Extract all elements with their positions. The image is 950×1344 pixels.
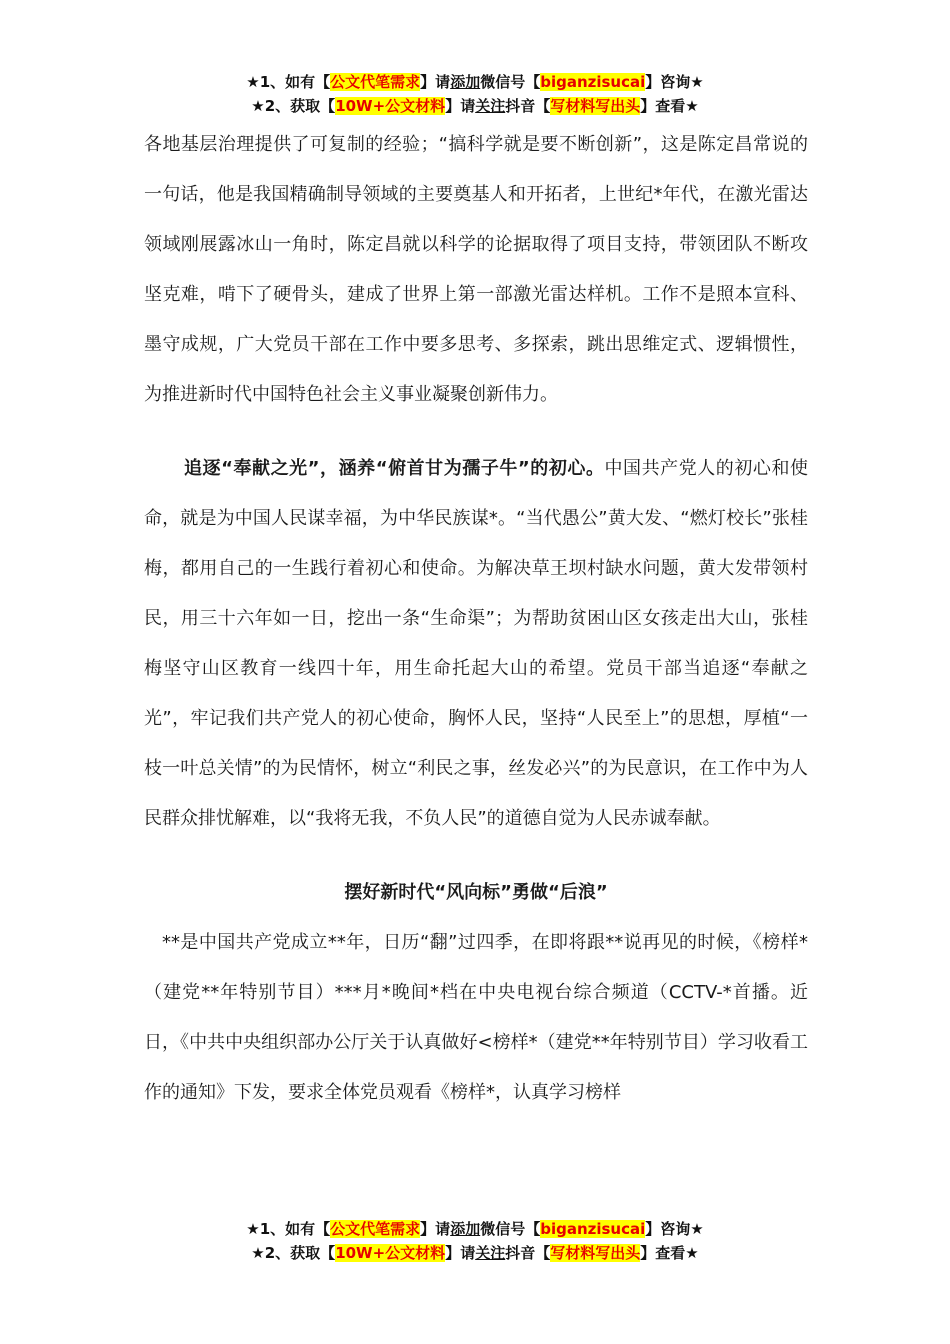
paragraph-3: **是中国共产党成立**年，日历“翻”过四季，在即将跟**说再见的时候，《榜样*（建党**年特别节目）***月*晚间*档在中央电视台综合频道（CCTV-*首播。近日，《中共中央组织部办公厅关于认真做好<榜样*（建党**年特别节目）学习收看工作的通知》下发，要求全体党员观看《榜样*，认真学习榜样 (144, 932, 808, 1103)
banner-text: ★2、获取【 (251, 97, 336, 115)
banner-text: 抖音【 (505, 1244, 551, 1262)
banner-text: ★2、获取【 (251, 1244, 336, 1262)
banner-highlight: 公文代笔需求 (330, 73, 421, 91)
banner-text: 】咨询★ (645, 73, 704, 91)
paragraph-2 (144, 444, 808, 844)
banner-text: 微信号【 (480, 1220, 541, 1238)
banner-text: 】请 (445, 1244, 476, 1262)
banner-underline: 关注 (475, 1244, 506, 1262)
banner-highlight-douyin-id: 写材料写出头 (550, 97, 641, 115)
paragraph-1: 各地基层治理提供了可复制的经验；“搞科学就是要不断创新”，这是陈定昌常说的一句话，他是我国精确制导领域的主要奠基人和开拓者，上世纪*年代，在激光雷达领域刚展露冰山一角时，陈定昌就以科学的论据取得了项目支持，带领团队不断攻坚克难，啃下了硬骨头，建成了世界上第一部激光雷达样机。工作不是照本宣科、墨守成规，广大党员干部在工作中要多思考、多探索，跳出思维定式、逻辑惯性，为推进新时代中国特色社会主义事业凝聚创新伟力。 (144, 134, 808, 405)
paragraph-2-text: 中国共产党人的初心和使命，就是为中国人民谋幸福，为中华民族谋*。“当代愚公”黄大发、“燃灯校长”张桂梅，都用自己的一生践行着初心和使命。为解决草王坝村缺水问题，黄大发带领村民，用三十六年如一日，挖出一条“生命渠”；为帮助贫困山区女孩走出大山，张桂梅坚守山区教育一线四十年，用生命托起大山的希望。党员干部当追逐“奉献之光”，牢记我们共产党人的初心使命，胸怀人民，坚持“人民至上”的思想，厚植“一枝一叶总关情”的为民情怀，树立“利民之事，丝发必兴”的为民意识，在工作中为人民群众排忧解难，以“我将无我，不负人民”的道德自觉为人民赤诚奉献。 (144, 458, 808, 829)
footer-banner (0, 1217, 950, 1265)
banner-text: 】请 (445, 97, 476, 115)
banner-text: 】请 (420, 1220, 451, 1238)
banner-line-1 (0, 1217, 950, 1241)
banner-underline: 添加 (450, 73, 481, 91)
header-banner (0, 70, 950, 118)
section-title: 摆好新时代“风向标”勇做“后浪” (344, 882, 608, 903)
banner-highlight-wechat-id: biganzisucai (540, 73, 646, 91)
banner-highlight: 公文代笔需求 (330, 1220, 421, 1238)
banner-text: 】查看★ (640, 1244, 699, 1262)
banner-text: 】查看★ (640, 97, 699, 115)
banner-text: 】请 (420, 73, 451, 91)
banner-highlight: 10W+公文材料 (335, 97, 446, 115)
banner-line-2 (0, 1241, 950, 1265)
banner-text: ★1、如有【 (246, 1220, 331, 1238)
banner-highlight-douyin-id: 写材料写出头 (550, 1244, 641, 1262)
banner-highlight-wechat-id: biganzisucai (540, 1220, 646, 1238)
banner-line-1 (0, 70, 950, 94)
banner-highlight: 10W+公文材料 (335, 1244, 446, 1262)
banner-underline: 关注 (475, 97, 506, 115)
banner-text: 抖音【 (505, 97, 551, 115)
paragraph-2-lead: 追逐“奉献之光”，涵养“俯首甘为孺子牛”的初心。 (184, 458, 605, 479)
banner-text: ★1、如有【 (246, 73, 331, 91)
banner-text: 微信号【 (480, 73, 541, 91)
banner-text: 】咨询★ (645, 1220, 704, 1238)
document-body (144, 120, 808, 1118)
banner-line-2 (0, 94, 950, 118)
banner-underline: 添加 (450, 1220, 481, 1238)
